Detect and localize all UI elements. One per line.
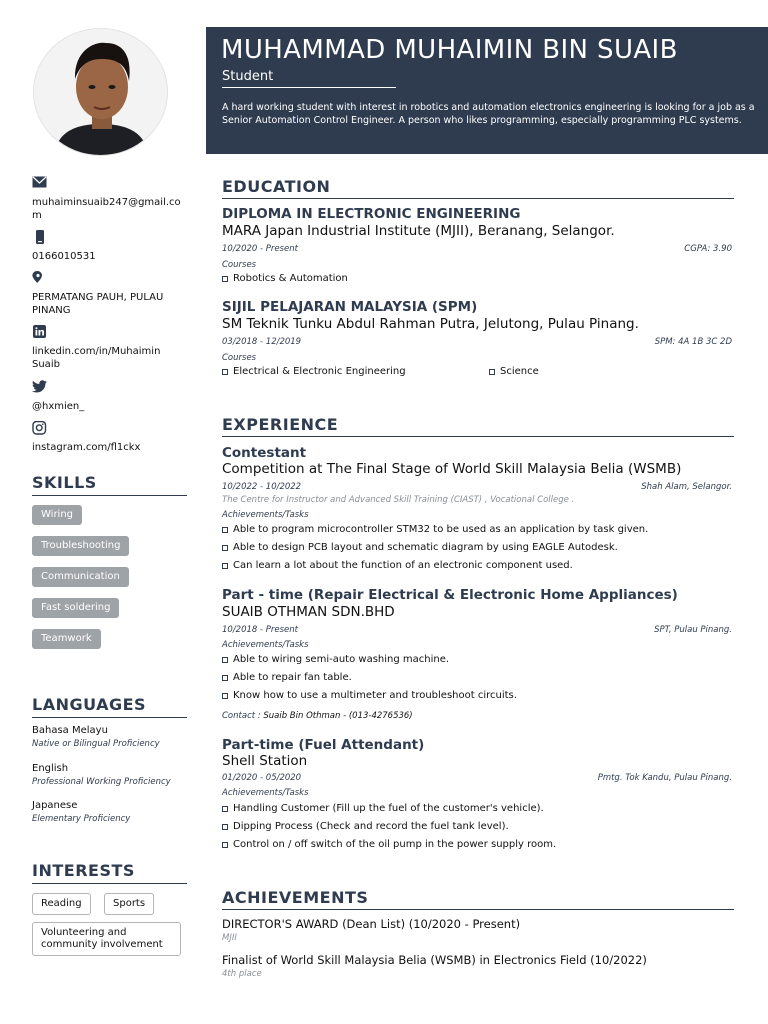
instagram-icon [32,421,187,437]
tasks-label: Achievements/Tasks [222,510,309,520]
instagram-text: instagram.com/fl1ckx [32,442,141,453]
job-title: Part-time (Fuel Attendant) [222,737,425,753]
task-item: Able to program microcontroller STM32 to be used as an application by task given. [222,524,648,535]
course-item: Robotics & Automation [222,273,348,284]
job-location: Shah Alam, Selangor. [641,482,732,492]
reference-contact [222,711,413,721]
skill-tag: Communication [32,567,129,587]
language-item [32,762,192,788]
language-name: Japanese [32,800,78,811]
language-level: Professional Working Proficiency [32,777,171,787]
job-title: Contestant [222,445,307,461]
job-description: The Centre for Instructor and Advanced Skill Training (CIAST) , Vocational College . [222,495,575,505]
twitter-text: @hxmien_ [32,401,85,412]
job-dates: 10/2018 - Present [222,625,299,635]
contact-phone [32,230,187,263]
contact-instagram[interactable] [32,421,187,454]
tasks-label: Achievements/Tasks [222,788,309,798]
courses-label: Courses [222,260,257,270]
contact-twitter[interactable] [32,380,187,413]
language-name: Bahasa Melayu [32,725,108,736]
courses-label: Courses [222,353,257,363]
skill-tag: Wiring [32,505,82,525]
interests-heading: INTERESTS [32,861,187,884]
task-item: Able to wiring semi-auto washing machine. [222,654,449,665]
language-item [32,724,192,750]
profile-name: MUHAMMAD MUHAIMIN BIN SUAIB [221,35,678,65]
interest-tag: Reading [32,893,91,915]
job-title: Part - time (Repair Electrical & Electronic Home Appliances) [222,587,678,603]
education-dates: 03/2018 - 12/2019 [222,337,302,347]
languages-heading: LANGUAGES [32,695,187,718]
education-meta [222,337,732,347]
contact-linkedin[interactable] [32,325,187,371]
education-title: SIJIL PELAJARAN MALAYSIA (SPM) [222,299,478,315]
task-item: Handling Customer (Fill up the fuel of the customer's vehicle). [222,803,544,814]
language-item [32,799,192,825]
job-org: SUAIB OTHMAN SDN.BHD [222,604,395,620]
achievement-title: Finalist of World Skill Malaysia Belia (WSMB) in Electronics Field (10/2022) [222,953,647,967]
language-level: Native or Bilingual Proficiency [32,739,160,749]
course-item: Electrical & Electronic Engineering [222,366,406,377]
interest-tag: Volunteering and community involvement [32,922,181,956]
interest-tag: Sports [104,893,154,915]
linkedin-text: linkedin.com/in/Muhaimin Suaib [32,346,161,370]
education-dates: 10/2020 - Present [222,244,299,254]
task-item: Dipping Process (Check and record the fuel tank level). [222,821,509,832]
address-text: PERMATANG PAUH, PULAU PINANG [32,292,164,316]
profile-summary: A hard working student with interest in robotics and automation electronics engineering is looking for a job as a Senior Automation Control Engineer. A person who likes programming, especially programming PLC systems. [222,102,755,126]
education-grade: CGPA: 3.90 [684,244,732,254]
education-title: DIPLOMA IN ELECTRONIC ENGINEERING [222,206,521,222]
job-org: Shell Station [222,753,308,769]
achievement-title: DIRECTOR'S AWARD (Dean List) (10/2020 - Present) [222,917,521,931]
phone-text: 0166010531 [32,251,96,262]
language-name: English [32,763,69,774]
profile-photo [33,28,168,156]
experience-heading: EXPERIENCE [222,415,734,437]
education-school: SM Teknik Tunku Abdul Rahman Putra, Jelutong, Pulau Pinang. [222,316,639,332]
reference-label: Contact : [222,711,261,721]
achievements-heading: ACHIEVEMENTS [222,888,734,910]
education-heading: EDUCATION [222,177,734,199]
email-text: muhaiminsuaib247@gmail.com [32,197,181,221]
location-pin-icon [32,271,187,287]
tasks-label: Achievements/Tasks [222,640,309,650]
job-meta [222,625,732,635]
reference-name: Suaib Bin Othman [263,711,341,721]
task-item: Can learn a lot about the function of an electronic component used. [222,560,573,571]
skills-heading: SKILLS [32,473,187,496]
job-location: SPT, Pulau Pinang. [654,625,732,635]
education-grade: SPM: 4A 1B 3C 2D [654,337,732,347]
profile-role: Student [222,69,396,88]
linkedin-icon [32,325,187,341]
reference-phone: - (013-4276536) [343,711,413,721]
job-org: Competition at The Final Stage of World Skill Malaysia Belia (WSMB) [222,461,682,477]
person-portrait-icon [34,29,168,156]
course-item: Science [489,366,539,377]
job-meta [222,482,732,492]
phone-icon [32,230,187,246]
language-level: Elementary Proficiency [32,814,131,824]
contact-email[interactable] [32,176,187,222]
skill-tag: Fast soldering [32,598,119,618]
skill-tag: Troubleshooting [32,536,129,556]
skill-tag: Teamwork [32,629,101,649]
job-dates: 10/2022 - 10/2022 [222,482,302,492]
envelope-icon [32,176,187,192]
task-item: Able to repair fan table. [222,672,352,683]
task-item: Know how to use a multimeter and troubleshoot circuits. [222,690,517,701]
job-location: Pmtg. Tok Kandu, Pulau Pinang. [597,773,732,783]
achievement-sub: 4th place [222,969,262,979]
education-meta [222,244,732,254]
education-school: MARA Japan Industrial Institute (MJII), Beranang, Selangor. [222,223,615,239]
contact-address [32,271,187,317]
task-item: Able to design PCB layout and schematic diagram by using EAGLE Autodesk. [222,542,618,553]
job-meta [222,773,732,783]
task-item: Control on / off switch of the oil pump in the power supply room. [222,839,556,850]
job-dates: 01/2020 - 05/2020 [222,773,302,783]
profile-header [206,27,768,154]
twitter-icon [32,380,187,396]
achievement-sub: MJII [222,933,237,943]
